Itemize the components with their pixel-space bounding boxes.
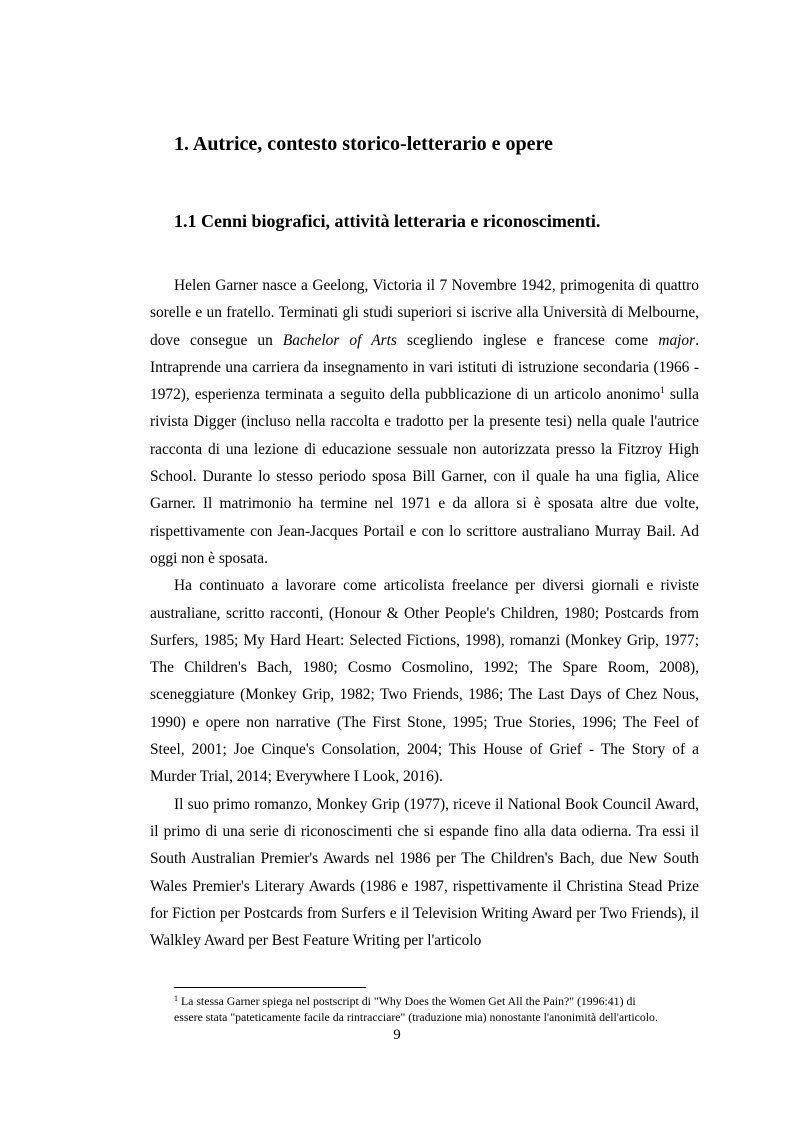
chapter-heading: 1. Autrice, contesto storico-letterario e opere <box>174 133 553 155</box>
footnote-line-1 <box>174 994 699 1009</box>
paragraph-biography <box>150 272 699 572</box>
page-number: 9 <box>393 1027 401 1043</box>
p1-text-c: scegliendo inglese e francese come <box>396 331 659 349</box>
footnote-text-1: La stessa Garner spiega nel postscript di "Why Does the Women Get All the Pain?" (1996:41) di <box>178 994 636 1008</box>
p1-italic-major: major <box>658 331 696 349</box>
body-text <box>150 272 699 954</box>
paragraph-works: Ha continuato a lavorare come articolista freelance per diversi giornali e riviste australiane, scritto racconti, (Honour & Other People's Children, 1980; Postcards from Surfers, 1985; My Hard Heart: Selected Fictions, 1998), romanzi (Monkey Grip, 1977; The Children's Bach, 1980; Cosmo Cosmolino, 1992; The Spare Room, 2008), sceneggiature (Monkey Grip, 1982; Two Friends, 1986; The Last Days of Chez Nous, 1990) e opere non narrative (The First Stone, 1995; True Stories, 1996; The Feel of Steel, 2001; Joe Cinque's Consolation, 2004; This House of Grief - The Story of a Murder Trial, 2014; Everywhere I Look, 2016). <box>150 577 699 786</box>
footnote-reference[interactable]: 1 <box>660 385 665 396</box>
footnote-number: 1 <box>174 994 178 1003</box>
p1-italic-bachelor: Bachelor of Arts <box>282 331 397 349</box>
footnote-line-2: essere stata "pateticamente facile da rintracciare" (traduzione mia) nonostante l'anonimità dell'articolo. <box>174 1010 658 1024</box>
section-heading: 1.1 Cenni biografici, attività letteraria e riconoscimenti. <box>174 211 601 231</box>
p1-text-a: Helen Garner nasce a Geelong, Victoria il 7 Novembre 1942, primogenita di quattro sorelle e un fratello. Terminati gli studi superiori si iscrive alla Università di Melbourne, dove consegue un <box>150 277 699 349</box>
p1-text-e: . Intraprende una carriera da insegnamento in vari istituti di istruzione secondaria (1966 - 1972), esperienza terminata a seguito della pubblicazione di un articolo anonimo <box>150 331 699 404</box>
paragraph-awards: Il suo primo romanzo, Monkey Grip (1977), riceve il National Book Council Award, il primo di una serie di riconoscimenti che si espande fino alla data odierna. Tra essi il South Australian Premier's Awards nel 1986 per The Children's Bach, due New South Wales Premier's Literary Awards (1986 e 1987, rispettivamente il Christina Stead Prize for Fiction per Postcards from Surfers e il Television Writing Award per Two Friends), il Walkley Award per Best Feature Writing per l'articolo <box>150 795 699 950</box>
p1-text-f: sulla rivista Digger (incluso nella raccolta e tradotto per la presente tesi) nella quale l'autrice racconta di una lezione di educazione sessuale non autorizzata presso la Fitzroy High School. Durante lo stesso periodo sposa Bill Garner, con il quale ha una figlia, Alice Garner. Il matrimonio ha termine nel 1971 e da allora si è sposata altre due volte, rispettivamente con Jean-Jacques Portail e con lo scrittore australiano Murray Bail. Ad oggi non è sposata. <box>150 386 699 567</box>
footnote-separator <box>174 987 366 988</box>
